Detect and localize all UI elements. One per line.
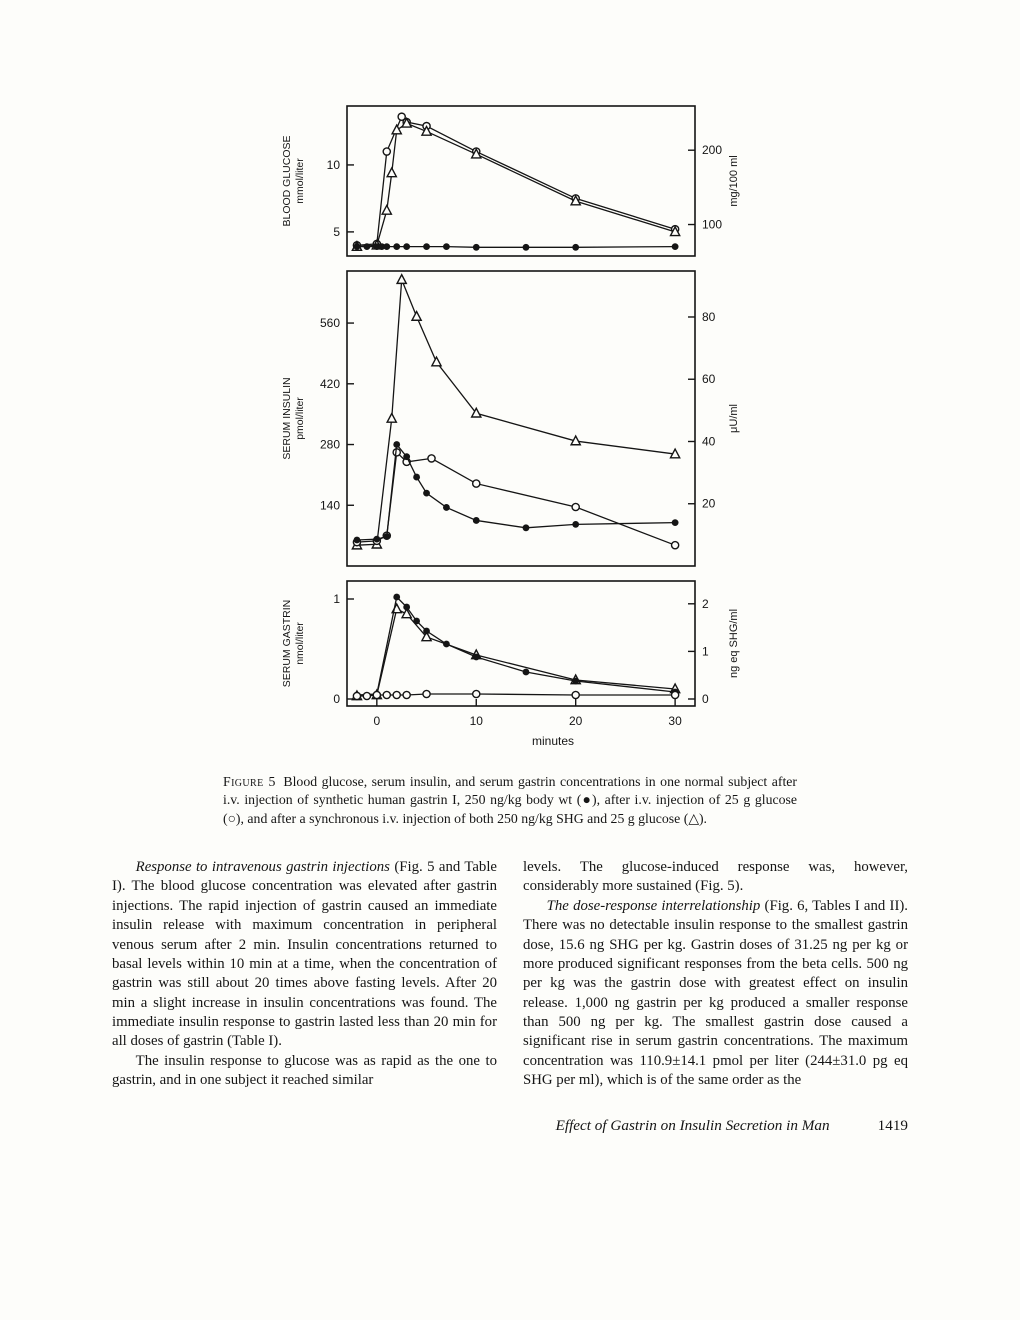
- data-point: [382, 205, 391, 214]
- svg-text:10: 10: [326, 157, 340, 172]
- svg-text:1: 1: [702, 644, 709, 659]
- y-axis-label-right: mg/100 ml: [728, 155, 740, 207]
- page-footer: [112, 1117, 908, 1135]
- data-point: [473, 690, 480, 697]
- svg-text:0: 0: [373, 714, 381, 728]
- data-point: [383, 533, 390, 540]
- series-gastrin-250ng: [354, 594, 679, 699]
- data-point: [387, 168, 396, 177]
- data-point: [423, 628, 430, 635]
- svg-text:0: 0: [702, 692, 709, 706]
- data-point: [523, 524, 530, 531]
- data-point: [443, 243, 450, 250]
- data-point: [392, 125, 401, 134]
- data-point: [383, 691, 390, 698]
- data-point: [373, 691, 380, 698]
- figure-caption: [223, 773, 797, 828]
- figure-caption-label: Figure 5: [223, 774, 276, 789]
- x-axis-label: minutes: [531, 734, 575, 748]
- y-axis-label-left: mmol/liter: [294, 158, 306, 204]
- panel-serum-insulin: [281, 271, 740, 566]
- data-point: [523, 669, 530, 676]
- data-point: [572, 691, 579, 698]
- paragraph-continuation: [523, 858, 908, 897]
- data-point: [572, 521, 579, 528]
- paragraph-lead: Response to intravenous gastrin injections: [135, 859, 390, 876]
- left-column: [112, 858, 497, 1091]
- svg-text:100: 100: [702, 217, 723, 232]
- body-text: [112, 858, 908, 1091]
- svg-text:10: 10: [469, 714, 483, 728]
- svg-text:420: 420: [319, 376, 340, 391]
- data-point: [354, 537, 361, 544]
- series-gastrin-250ng: [354, 243, 679, 250]
- data-point: [383, 148, 390, 155]
- paragraph-text: (Fig. 5 and Table I). The blood glucose concentration was elevated after gastrin injections. The rapid injection of gastrin caused an immediate insulin release with maximum concentration in peripheral venous serum after 2 min. Insulin concentrations returned to basal levels within 10 min at a time, when the concentration of gastrin was still about 20 times above fasting levels. After 20 min a slight increase in insulin concentrations was found. The immediate insulin response to gastrin lasted less than 20 min for all doses of gastrin (Table I).: [112, 859, 498, 1050]
- series-gastrin-plus-glucose: [352, 118, 679, 250]
- data-point: [672, 542, 679, 549]
- svg-text:200: 200: [702, 143, 723, 158]
- paragraph-text: levels. The glucose-induced response was, however, considerably more sustained (Fig. 5).: [523, 859, 908, 895]
- data-point: [397, 275, 406, 284]
- svg-text:280: 280: [319, 437, 340, 452]
- right-column: [523, 858, 908, 1091]
- data-point: [523, 244, 530, 251]
- panel-blood-glucose: [281, 106, 740, 256]
- data-point: [672, 691, 679, 698]
- data-point: [403, 604, 410, 611]
- data-point: [432, 357, 441, 366]
- data-point: [572, 503, 579, 510]
- data-point: [443, 504, 450, 511]
- figure-chart: [275, 92, 745, 755]
- data-point: [473, 480, 480, 487]
- y-axis-label-left: BLOOD GLUCOSE: [281, 135, 293, 227]
- data-point: [423, 243, 430, 250]
- paragraph-dose-response: [523, 897, 908, 1091]
- y-axis-label-left: pmol/liter: [294, 397, 306, 440]
- data-point: [363, 692, 370, 699]
- data-point: [403, 691, 410, 698]
- paragraph-text: The insulin response to glucose was as rapid as the one to gastrin, and in one subject it reached similar: [112, 1052, 497, 1089]
- svg-text:80: 80: [702, 309, 716, 324]
- data-point: [363, 243, 370, 250]
- svg-text:20: 20: [702, 496, 716, 511]
- data-point: [383, 243, 390, 250]
- series-gastrin-plus-glucose: [352, 275, 679, 549]
- svg-text:140: 140: [319, 498, 340, 513]
- svg-text:560: 560: [319, 316, 340, 331]
- svg-text:1: 1: [333, 592, 340, 606]
- svg-text:40: 40: [702, 434, 716, 449]
- series-glucose-25g: [353, 113, 678, 249]
- data-point: [373, 536, 380, 543]
- y-axis-label-right: ng eq SHG/ml: [728, 608, 740, 679]
- svg-text:60: 60: [702, 372, 716, 387]
- data-point: [393, 594, 400, 601]
- data-point: [672, 243, 679, 250]
- svg-text:20: 20: [569, 714, 583, 728]
- y-axis-label-right: μU/ml: [728, 404, 740, 433]
- data-point: [393, 691, 400, 698]
- data-point: [403, 453, 410, 460]
- svg-text:0: 0: [333, 692, 340, 706]
- data-point: [428, 455, 435, 462]
- data-point: [473, 654, 480, 661]
- data-point: [443, 641, 450, 648]
- data-point: [412, 312, 421, 321]
- series-gastrin-plus-glucose: [352, 604, 679, 700]
- figure-svg: [275, 92, 745, 750]
- svg-text:2: 2: [702, 596, 709, 611]
- data-point: [413, 618, 420, 625]
- data-point: [393, 441, 400, 448]
- data-point: [353, 692, 360, 699]
- panel-serum-gastrin: [281, 581, 740, 748]
- data-point: [572, 244, 579, 251]
- data-point: [672, 519, 679, 526]
- figure-caption-text: Blood glucose, serum insulin, and serum gastrin concentrations in one normal subject after i.v. injection of synthetic human gastrin I, 250 ng/kg body wt (●), after i.v. injection of 25 g glucose (○), and after a synchronous i.v. injection of both 250 ng/kg SHG and 25 g glucose (△).: [223, 774, 797, 826]
- data-point: [387, 414, 396, 423]
- series-glucose-25g: [353, 449, 678, 549]
- data-point: [423, 490, 430, 497]
- svg-text:30: 30: [668, 714, 682, 728]
- paragraph-lead: The dose-response interrelationship: [546, 897, 761, 914]
- data-point: [354, 243, 361, 250]
- data-point: [393, 243, 400, 250]
- y-axis-label-left: SERUM GASTRIN: [281, 599, 293, 688]
- y-axis-label-left: nmol/liter: [294, 622, 306, 665]
- paragraph-gastrin-response: [112, 858, 497, 1052]
- svg-text:5: 5: [333, 224, 340, 239]
- data-point: [423, 690, 430, 697]
- data-point: [403, 243, 410, 250]
- data-point: [473, 517, 480, 524]
- series-glucose-25g: [353, 690, 678, 699]
- paragraph-insulin-response: [112, 1052, 497, 1091]
- page-number: 1419: [877, 1116, 908, 1134]
- running-title: Effect of Gastrin on Insulin Secretion in Man: [555, 1116, 830, 1134]
- y-axis-label-left: SERUM INSULIN: [281, 377, 293, 460]
- data-point: [473, 244, 480, 251]
- data-point: [413, 474, 420, 481]
- paragraph-text: (Fig. 6, Tables I and II). There was no detectable insulin response to the smallest gastrin dose, 15.6 ng SHG per kg. Gastrin doses of 31.25 ng per kg or more produced significant responses from the beta cells. 500 ng per kg was the gastrin dose with greatest effect on insulin release. 1,000 ng gastrin per kg produced a smaller response than 500 ng per kg. The smallest gastrin dose caused a significant rise in serum gastrin concentrations. The maximum concentration was 110.9±14.1 pmol per liter (244±31.0 pg eq SHG per ml), which is of the same order as the: [523, 897, 908, 1089]
- data-point: [572, 678, 579, 685]
